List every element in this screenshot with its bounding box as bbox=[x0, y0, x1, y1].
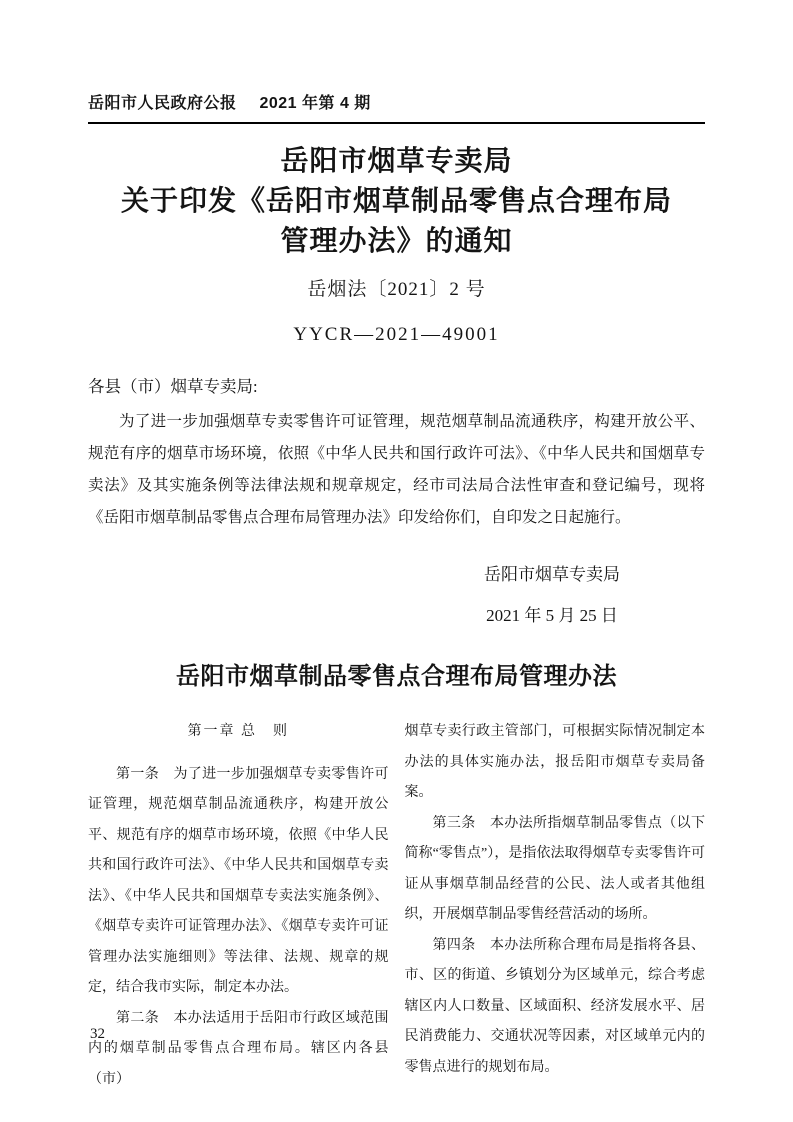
two-column-layout bbox=[88, 717, 705, 1095]
notice-title-line3: 管理办法》的通知 bbox=[280, 226, 513, 257]
page-content bbox=[88, 128, 705, 1095]
page-number: 32 bbox=[90, 1026, 105, 1042]
issue-info: 2021 年第 4 期 bbox=[259, 95, 371, 112]
left-column bbox=[88, 717, 389, 1095]
gazette-title: 岳阳市人民政府公报 bbox=[88, 95, 237, 112]
regulation-paragraph-1: 第一条 为了进一步加强烟草专卖零售许可证管理，规范烟草制品流通秩序，构建开放公平、规范有序的烟草市场环境，依照《中华人民共和国行政许可法》、《中华人民共和国烟草专卖法》、《中华人民共和国烟草专卖法实施条例》、《烟草专卖许可证管理办法》、《烟草专卖许可证管理办法实施细则》等法律、法规、规章的规定，结合我市实际，制定本办法。 bbox=[88, 766, 389, 995]
notice-body: 为了进一步加强烟草专卖零售许可证管理，规范烟草制品流通秩序，构建开放公平、规范有序的烟草市场环境，依照《中华人民共和国行政许可法》、《中华人民共和国烟草专卖法》及其实施条例等法律法规和规章规定，经市司法局合法性审查和登记编号，现将《岳阳市烟草制品零售点合理布局管理办法》印发给你们，自印发之日起施行。 bbox=[88, 413, 705, 526]
doc-number: 岳烟法〔2021〕2 号 bbox=[307, 279, 486, 300]
regulation-paragraph-2-continued: 烟草专卖行政主管部门，可根据实际情况制定本办法的具体实施办法，报岳阳市烟草专卖局备案。 bbox=[404, 724, 705, 800]
regulation-paragraph-4: 第四条 本办法所称合理布局是指将各县、市、区的街道、乡镇划分为区域单元，综合考虑辖区内人口数量、区域面积、经济发展水平、居民消费能力、交通状况等因素，对区域单元内的零售点进行的规划布局。 bbox=[404, 937, 705, 1075]
chapter-heading: 第一章 总 则 bbox=[187, 724, 289, 739]
regulation-paragraph-3: 第三条 本办法所指烟草制品零售点（以下简称“零售点”），是指依法取得烟草专卖零售许可证从事烟草制品经营的公民、法人或者其他组织，开展烟草制品零售经营活动的场所。 bbox=[404, 815, 705, 922]
regulation-paragraph-2: 第二条 本办法适用于岳阳市行政区域范围内的烟草制品零售点合理布局。辖区内各县（市） bbox=[88, 1010, 389, 1087]
regulation-title: 岳阳市烟草制品零售点合理布局管理办法 bbox=[176, 664, 617, 690]
gazette-header bbox=[88, 90, 705, 124]
signature-block bbox=[427, 560, 677, 626]
notice-title bbox=[88, 142, 705, 262]
signature-name: 岳阳市烟草专卖局 bbox=[484, 565, 620, 584]
notice-title-line1: 岳阳市烟草专卖局 bbox=[280, 146, 513, 177]
right-column bbox=[405, 717, 706, 1095]
notice-title-line2: 关于印发《岳阳市烟草制品零售点合理布局 bbox=[120, 186, 672, 217]
salutation: 各县（市）烟草专卖局: bbox=[88, 377, 258, 396]
signature-date: 2021 年 5 月 25 日 bbox=[486, 606, 618, 625]
serial-number: YYCR—2021—49001 bbox=[293, 324, 500, 345]
